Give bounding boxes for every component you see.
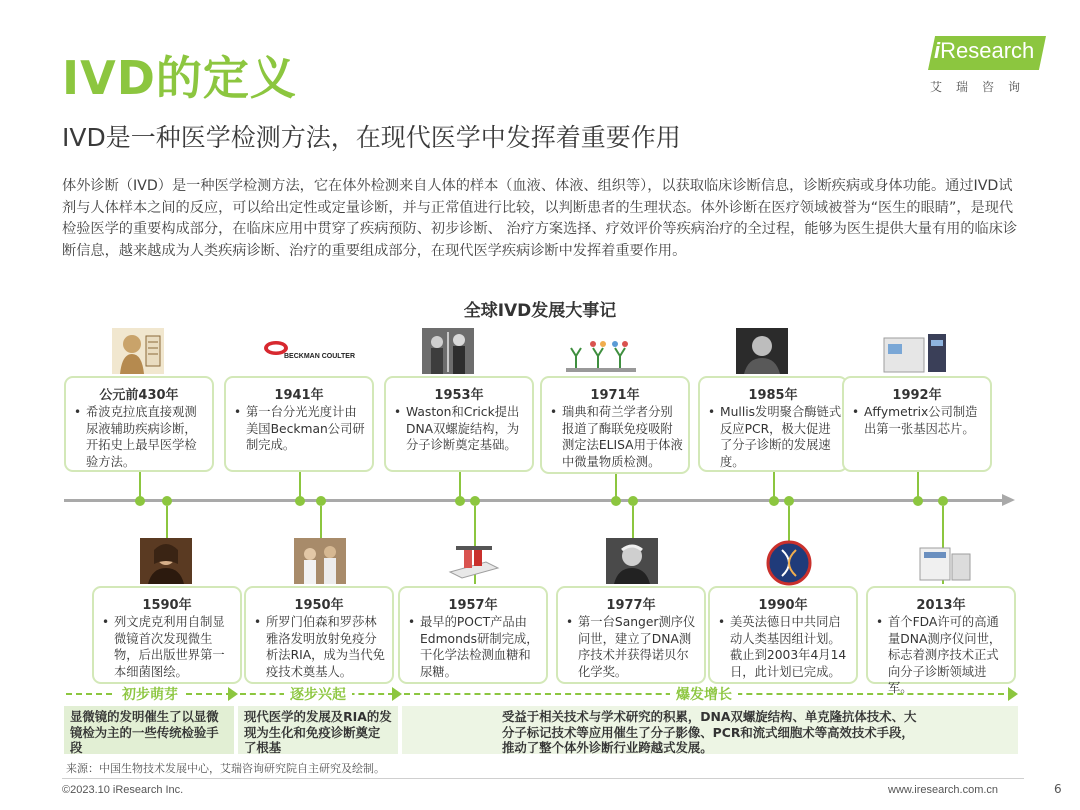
event-card-1977 bbox=[556, 586, 706, 684]
event-year: 1992年 bbox=[892, 388, 942, 403]
intro-paragraph: 体外诊断（IVD）是一种医学检测方法，它在体外检测来自人体的样本（血液、体液、组织等），以获取临床诊断信息，诊断疾病或身体功能。通过IVD试剂与人体样本之间的反应，可以给出定性或定量诊断，并与正常值进行比较，以判断患者的生理状态。体外诊断在医疗领域被誉为“医生的眼睛”，是现代检验医学的重要构成部分，在临床应用中贯穿了疾病预防、初步诊断、 治疗方案选择、疗效评价等疾病治疗的全过程，能够为医生提供大量有用的临床诊断信息，越来越成为人类疾病诊断、治疗的重要组成部分，在现代医学疾病诊断中发挥着重要作用。 bbox=[62, 178, 1018, 259]
timeline-title: 全球IVD发展大事记 bbox=[463, 301, 617, 321]
event-description: • Waston和Crick提出DNA双螺旋结构，为分子诊断奠定基础。 bbox=[394, 405, 520, 452]
event-card-1971 bbox=[540, 376, 690, 474]
event-year: 1590年 bbox=[142, 598, 192, 613]
timeline-dot bbox=[162, 496, 172, 506]
timeline-dot bbox=[455, 496, 465, 506]
timeline-axis bbox=[64, 499, 1004, 502]
genome-project-emblem-icon bbox=[766, 540, 812, 586]
event-card-1992 bbox=[842, 376, 992, 472]
connector-line bbox=[299, 472, 301, 498]
phase-box-explosive: 受益于相关技术与学术研究的积累，DNA双螺旋结构、单克隆抗体技术、大分子标记技术等应用催生了分子影像、PCR和流式细胞术等高效技术手段，推动了整个体外诊断行业跨越式发展。 bbox=[402, 706, 1018, 754]
phase-box-early: 显微镜的发明催生了以显微镜检为主的一些传统检验手段 bbox=[64, 706, 234, 754]
gene-chip-device-icon bbox=[882, 332, 948, 374]
timeline-dot bbox=[295, 496, 305, 506]
event-year: 1971年 bbox=[590, 388, 640, 403]
timeline-arrow-icon bbox=[1002, 494, 1015, 506]
event-description: • Affymetrix公司制造出第一张基因芯片。 bbox=[852, 405, 978, 436]
connector-line bbox=[917, 472, 919, 498]
event-description: • 第一台Sanger测序仪问世，建立了DNA测序技术并获得诺贝尔化学奖。 bbox=[566, 615, 696, 679]
event-card-1957 bbox=[398, 586, 548, 684]
event-year: 1941年 bbox=[274, 388, 324, 403]
sanger-portrait-icon bbox=[606, 538, 658, 584]
event-year: 1990年 bbox=[758, 598, 808, 613]
phase-label-early: 初步萌芽 bbox=[116, 684, 184, 704]
event-year: 1950年 bbox=[294, 598, 344, 613]
event-card-1985 bbox=[698, 376, 848, 472]
timeline-dot bbox=[470, 496, 480, 506]
event-description: • 最早的POCT产品由Edmonds研制完成，干化学法检测血糖和尿糖。 bbox=[408, 615, 539, 679]
timeline-dot bbox=[913, 496, 923, 506]
mullis-portrait-icon bbox=[736, 328, 788, 374]
watson-crick-photo-icon bbox=[422, 328, 474, 374]
sequencer-device-icon bbox=[916, 540, 972, 584]
phase-arrow-icon bbox=[1008, 687, 1018, 701]
berson-yalow-photo-icon bbox=[294, 538, 346, 584]
timeline-dot bbox=[628, 496, 638, 506]
connector-line bbox=[459, 472, 461, 498]
timeline-dot bbox=[611, 496, 621, 506]
website-link[interactable]: www.iresearch.com.cn bbox=[888, 784, 999, 796]
event-year: 1977年 bbox=[606, 598, 656, 613]
svg-text:BECKMAN COULTER: BECKMAN COULTER bbox=[284, 353, 356, 360]
connector-line bbox=[773, 472, 775, 498]
elisa-diagram-icon bbox=[566, 334, 636, 374]
beckman-coulter-logo-icon bbox=[262, 332, 356, 370]
logo-wordmark: iResearch bbox=[934, 38, 1035, 63]
slide-title: IVD的定义 bbox=[62, 51, 297, 105]
slide-subtitle: IVD是一种医学检测方法，在现代医学中发挥着重要作用 bbox=[62, 123, 681, 152]
iresearch-logo bbox=[928, 30, 1048, 100]
source-note: 来源：中国生物技术发展中心，艾瑞咨询研究院自主研究及绘制。 bbox=[66, 762, 385, 775]
event-card-1950 bbox=[244, 586, 394, 684]
event-year: 公元前430年 bbox=[99, 388, 179, 403]
logo-chinese-name: 艾瑞咨询 bbox=[930, 80, 1035, 94]
connector-line bbox=[139, 472, 141, 498]
timeline-dot bbox=[938, 496, 948, 506]
event-card-430bc bbox=[64, 376, 214, 472]
event-description: • 瑞典和荷兰学者分别报道了酶联免疫吸附测定法ELISA用于体液中微量物质检测。 bbox=[550, 405, 683, 469]
event-year: 1957年 bbox=[448, 598, 498, 613]
phase-arrow-icon bbox=[392, 687, 402, 701]
event-card-1990 bbox=[708, 586, 858, 684]
event-description: • 所罗门伯森和罗莎林雅洛发明放射免疫分析法RIA，成为当代免疫技术奠基人。 bbox=[254, 615, 385, 679]
timeline-dot bbox=[316, 496, 326, 506]
event-card-2013 bbox=[866, 586, 1016, 695]
footer-divider bbox=[62, 778, 1024, 779]
phase-arrow-icon bbox=[228, 687, 238, 701]
event-card-1953 bbox=[384, 376, 534, 472]
event-description: • 首个FDA许可的高通量DNA测序仪问世，标志着测序技术正式向分子诊断领域进军。 bbox=[876, 615, 1002, 695]
event-card-1941 bbox=[224, 376, 374, 472]
page-number: 6 bbox=[1054, 782, 1062, 796]
event-year: 2013年 bbox=[916, 598, 966, 613]
event-description: • 美英法德日中共同启动人类基因组计划。截止到2003年4月14日，此计划已完成。 bbox=[718, 615, 847, 679]
event-description: • 第一台分光光度计由美国Beckman公司研制完成。 bbox=[234, 405, 365, 452]
event-card-1590 bbox=[92, 586, 242, 684]
leeuwenhoek-portrait-icon bbox=[140, 538, 192, 584]
poct-strip-icon bbox=[446, 542, 502, 582]
event-description: • Mullis发明聚合酶链式反应PCR，极大促进了分子诊断的发展速度。 bbox=[708, 405, 842, 469]
event-description: • 希波克拉底直接观测尿液辅助疾病诊断，开拓史上最早医学检验方法。 bbox=[74, 405, 197, 469]
phase-label-rising: 逐步兴起 bbox=[284, 684, 352, 704]
copyright: ©2023.10 iResearch Inc. bbox=[62, 784, 184, 796]
phase-label-explosive: 爆发增长 bbox=[670, 684, 738, 704]
hippocrates-portrait-icon bbox=[112, 328, 164, 374]
phase-box-rising: 现代医学的发展及RIA的发现为生化和免疫诊断奠定了根基 bbox=[238, 706, 398, 754]
event-year: 1953年 bbox=[434, 388, 484, 403]
timeline-dot bbox=[769, 496, 779, 506]
event-description: • 列文虎克利用自制显微镜首次发现微生物，后出版世界第一本细菌图绘。 bbox=[102, 615, 225, 679]
timeline-dot bbox=[135, 496, 145, 506]
timeline-dot bbox=[784, 496, 794, 506]
event-year: 1985年 bbox=[748, 388, 798, 403]
connector-line bbox=[615, 474, 617, 498]
